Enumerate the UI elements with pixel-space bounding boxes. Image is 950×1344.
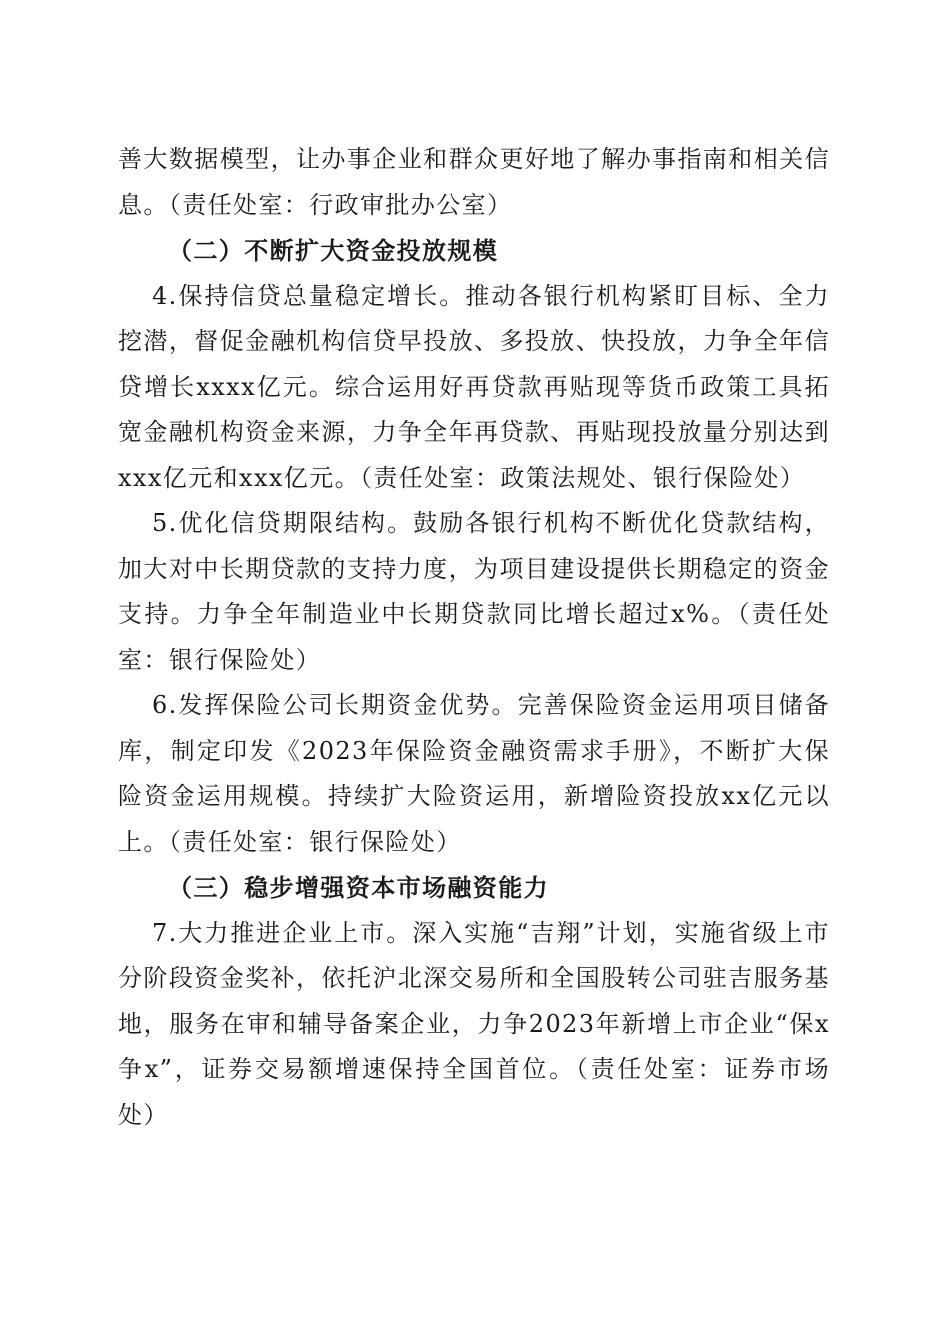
section-heading-3: （三）稳步增强资本市场融资能力 — [168, 873, 549, 902]
paragraph-item-4: 4.保持信贷总量稳定增长。推动各银行机构紧盯目标、全力挖潜，督促金融机构信贷早投放、多投放、快投放，力争全年信贷增长xxxx亿元。综合运用好再贷款再贴现等货币政策工具拓宽金融机构资金来源，力争全年再贷款、再贴现投放量分别达到xxx亿元和xxx亿元。（责任处室：政策法规处、银行保险处） — [118, 281, 830, 492]
paragraph-item-5: 5.优化信贷期限结构。鼓励各银行机构不断优化贷款结构，加大对中长期贷款的支持力度，为项目建设提供长期稳定的资金支持。力争全年制造业中长期贷款同比增长超过x%。（责任处室：银行保险处） — [118, 509, 830, 674]
section-heading-2: （二）不断扩大资金投放规模 — [168, 236, 499, 265]
paragraph-continuation: 善大数据模型，让办事企业和群众更好地了解办事指南和相关信息。（责任处室：行政审批办公室） — [118, 145, 830, 219]
document-body — [118, 137, 830, 1138]
paragraph-item-6: 6.发挥保险公司长期资金优势。完善保险资金运用项目储备库，制定印发《2023年保险资金融资需求手册》，不断扩大保险资金运用规模。持续扩大险资运用，新增险资投放xx亿元以上。（责任处室：银行保险处） — [118, 691, 830, 856]
paragraph-item-7: 7.大力推进企业上市。深入实施“吉翔”计划，实施省级上市分阶段资金奖补，依托沪北深交易所和全国股转公司驻吉服务基地，服务在审和辅导备案企业，力争2023年新增上市企业“保x争x”，证券交易额增速保持全国首位。（责任处室：证券市场处） — [118, 918, 830, 1129]
